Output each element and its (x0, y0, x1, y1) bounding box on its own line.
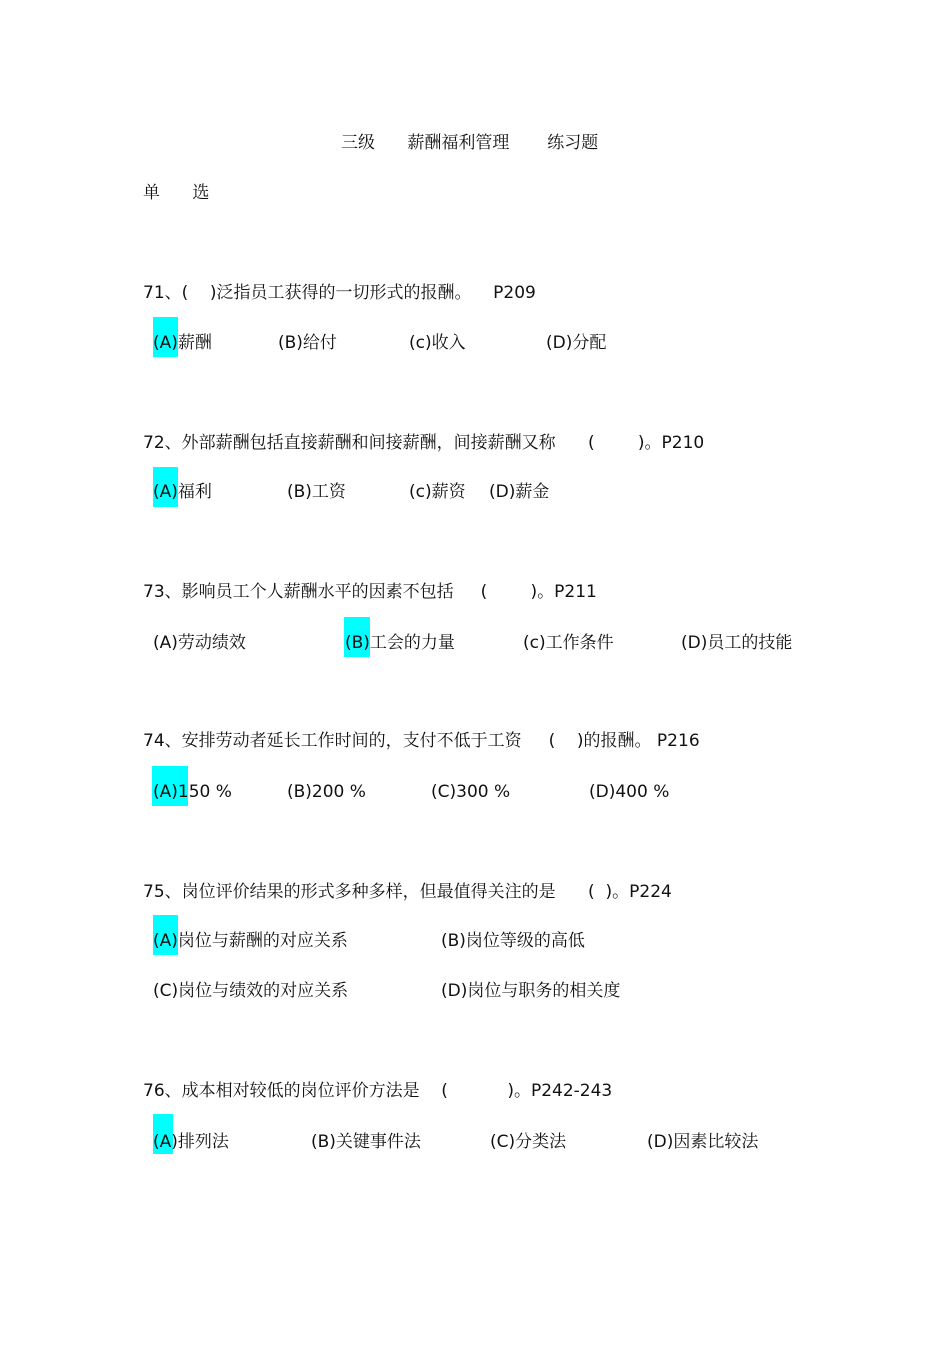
question-71-stem: 71、( )泛指员工获得的一切形式的报酬。 P209 (143, 283, 536, 303)
question-74-stem: 74、安排劳动者延长工作时间的，支付不低于工资 ( )的报酬。 P216 (143, 731, 700, 751)
question-73-stem: 73、影响员工个人薪酬水平的因素不包括 ( )。P211 (143, 582, 597, 602)
question-76-stem: 76、成本相对较低的岗位评价方法是 ( )。P242-243 (143, 1081, 613, 1101)
page-title: 三级 薪酬福利管理 练习题 (341, 133, 599, 153)
question-71-option-c: (c)收入 (409, 333, 466, 353)
question-75-option-c: (C)岗位与绩效的对应关系 (153, 981, 349, 1001)
question-76-option-a: (A)排列法 (153, 1132, 229, 1152)
question-72-option-c: (c)薪资 (409, 482, 466, 502)
question-74-option-a: (A)150 % (153, 782, 232, 802)
question-74-option-c: (C)300 % (431, 782, 511, 802)
question-72-option-d: (D)薪金 (489, 482, 550, 502)
question-73-option-d: (D)员工的技能 (681, 633, 793, 653)
question-71-option-a: (A)薪酬 (153, 333, 212, 353)
question-75-option-d: (D)岗位与职务的相关度 (441, 981, 621, 1001)
section-label: 单 选 (143, 183, 210, 203)
question-74-option-d: (D)400 % (589, 782, 670, 802)
question-75-option-a: (A)岗位与薪酬的对应关系 (153, 931, 348, 951)
question-73-option-b: (B)工会的力量 (345, 633, 455, 653)
question-71-option-b: (B)给付 (278, 333, 337, 353)
question-72-option-a: (A)福利 (153, 482, 212, 502)
question-73-option-a: (A)劳动绩效 (153, 633, 246, 653)
question-72-stem: 72、外部薪酬包括直接薪酬和间接薪酬，间接薪酬又称 ( )。P210 (143, 433, 705, 453)
question-73-option-c: (c)工作条件 (523, 633, 614, 653)
question-75-option-b: (B)岗位等级的高低 (441, 931, 585, 951)
question-75-stem: 75、岗位评价结果的形式多种多样，但最值得关注的是 ( )。P224 (143, 882, 672, 902)
question-74-option-b: (B)200 % (287, 782, 366, 802)
question-72-option-b: (B)工资 (287, 482, 346, 502)
question-76-option-d: (D)因素比较法 (647, 1132, 759, 1152)
question-76-option-c: (C)分类法 (490, 1132, 567, 1152)
question-76-option-b: (B)关键事件法 (311, 1132, 421, 1152)
question-71-option-d: (D)分配 (546, 333, 607, 353)
